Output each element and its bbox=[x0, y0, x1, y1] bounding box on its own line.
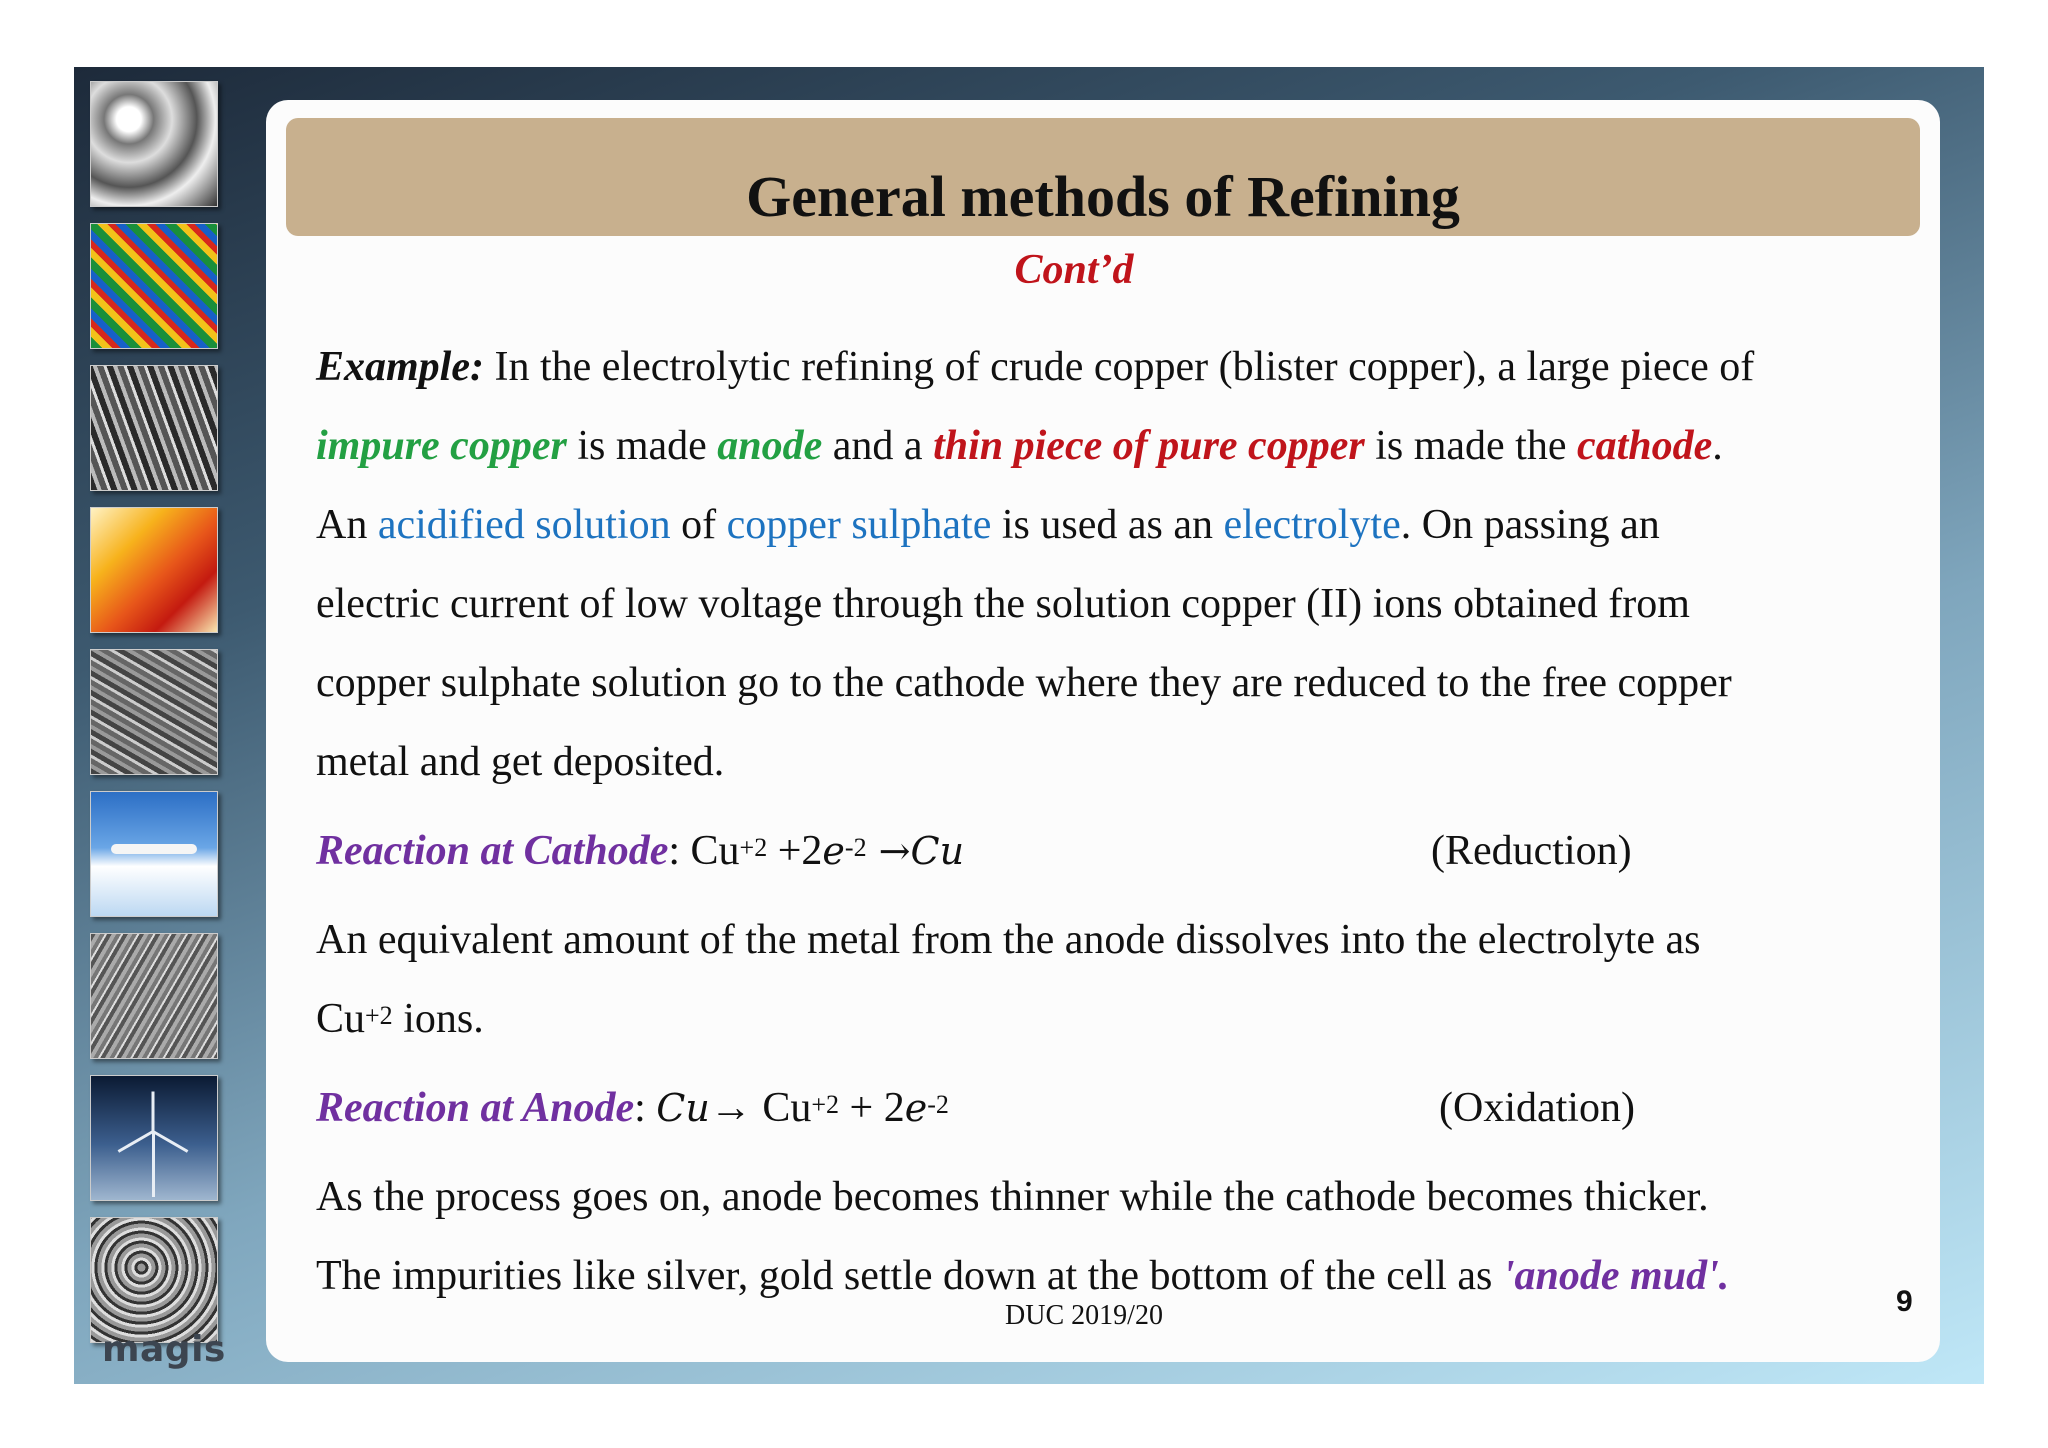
footer-text: DUC 2019/20 bbox=[1005, 1300, 1163, 1331]
superscript: +2 bbox=[365, 1001, 393, 1030]
text-run: The impurities like silver, gold settle down at the bottom of the cell as bbox=[316, 1253, 1503, 1299]
text-run: Cu bbox=[762, 1085, 812, 1131]
text-run: : bbox=[668, 828, 691, 874]
text-run: →Cu bbox=[866, 829, 965, 873]
text-run: Cu bbox=[316, 996, 366, 1042]
text-run: → bbox=[709, 1085, 763, 1131]
text-run: . On passing an bbox=[1400, 502, 1660, 548]
paragraph-line: electric current of low voltage through the solution copper (II) ions obtained from bbox=[316, 581, 1690, 627]
paragraph-line: An equivalent amount of the metal from the anode dissolves into the electrolyte as bbox=[316, 917, 1701, 963]
electron-symbol: e bbox=[822, 829, 845, 873]
text-run: An bbox=[316, 502, 378, 548]
anode-reaction bbox=[316, 1069, 1916, 1148]
impure-copper-term: impure copper bbox=[316, 423, 567, 469]
text-run: . bbox=[1712, 423, 1723, 469]
text-run: is made bbox=[566, 423, 718, 469]
oxidation-tag: (Oxidation) bbox=[1439, 1085, 1635, 1131]
turbine-blade bbox=[152, 1130, 188, 1153]
text-run: + 2 bbox=[839, 1085, 905, 1131]
paragraph-line bbox=[316, 328, 1916, 407]
text-run: : bbox=[634, 1085, 657, 1131]
magis-logo: magis bbox=[102, 1329, 226, 1370]
text-run: Cu bbox=[690, 828, 740, 874]
anode-term: anode bbox=[717, 423, 823, 469]
electron-symbol: e bbox=[904, 1086, 928, 1130]
text-run: +2 bbox=[767, 828, 823, 874]
text-run: of bbox=[670, 502, 727, 548]
text-run: In the electrolytic refining of crude copper (blister copper), a large piece of bbox=[483, 344, 1755, 390]
superscript: +2 bbox=[811, 1090, 840, 1119]
microstructure-simulation-image bbox=[90, 223, 218, 349]
cathode-term: cathode bbox=[1576, 423, 1713, 469]
cathode-reaction-label: Reaction at Cathode bbox=[316, 828, 669, 874]
acidified-solution-term: acidified solution bbox=[377, 502, 671, 548]
content-panel bbox=[266, 100, 1940, 1362]
paragraph-line: As the process goes on, anode becomes thinner while the cathode becomes thicker. bbox=[316, 1174, 1709, 1220]
slide-title: General methods of Refining bbox=[746, 164, 1460, 229]
anode-reaction-label: Reaction at Anode bbox=[316, 1085, 635, 1131]
superscript: -2 bbox=[844, 833, 867, 862]
paragraph-line bbox=[316, 407, 1916, 486]
superscript: +2 bbox=[739, 833, 768, 862]
wind-turbine-image bbox=[90, 1075, 218, 1201]
fibrous-surface-image bbox=[90, 365, 218, 491]
page-number: 9 bbox=[1896, 1285, 1913, 1318]
example-label: Example: bbox=[316, 344, 484, 390]
text-run: and a bbox=[822, 423, 934, 469]
turbine-fan-image bbox=[90, 81, 218, 207]
stress-cube-image bbox=[90, 507, 218, 633]
paragraph-line: copper sulphate solution go to the cathode where they are reduced to the free copper bbox=[316, 660, 1732, 706]
electrolyte-term: electrolyte bbox=[1223, 502, 1401, 548]
fracture-surface-image bbox=[90, 933, 218, 1059]
text-run: is used as an bbox=[991, 502, 1224, 548]
paragraph-line: metal and get deposited. bbox=[316, 739, 725, 785]
anode-mud-term: 'anode mud'. bbox=[1502, 1253, 1730, 1299]
text-run: ions. bbox=[392, 996, 484, 1042]
airplane-image bbox=[90, 791, 218, 917]
thumbnail-strip bbox=[90, 81, 220, 1359]
reduction-tag: (Reduction) bbox=[1431, 828, 1632, 874]
paragraph-line bbox=[316, 486, 1916, 565]
plane-shape bbox=[111, 844, 197, 854]
cathode-reaction bbox=[316, 812, 1916, 891]
copper-sulphate-term: copper sulphate bbox=[726, 502, 992, 548]
slide-subtitle: Cont’d bbox=[1014, 247, 1134, 293]
paragraph-line bbox=[316, 980, 1916, 1059]
granular-structure-image bbox=[90, 1217, 218, 1343]
title-bar bbox=[286, 118, 1920, 236]
dendritic-structure-image bbox=[90, 649, 218, 775]
text-run: is made the bbox=[1364, 423, 1577, 469]
slide-body bbox=[316, 328, 1916, 1316]
turbine-blade bbox=[118, 1130, 154, 1153]
turbine-pole bbox=[152, 1131, 155, 1197]
text-run: Cu bbox=[656, 1086, 710, 1130]
thin-pure-copper-term: thin piece of pure copper bbox=[933, 423, 1365, 469]
turbine-blade bbox=[152, 1092, 155, 1132]
superscript: -2 bbox=[927, 1090, 949, 1119]
